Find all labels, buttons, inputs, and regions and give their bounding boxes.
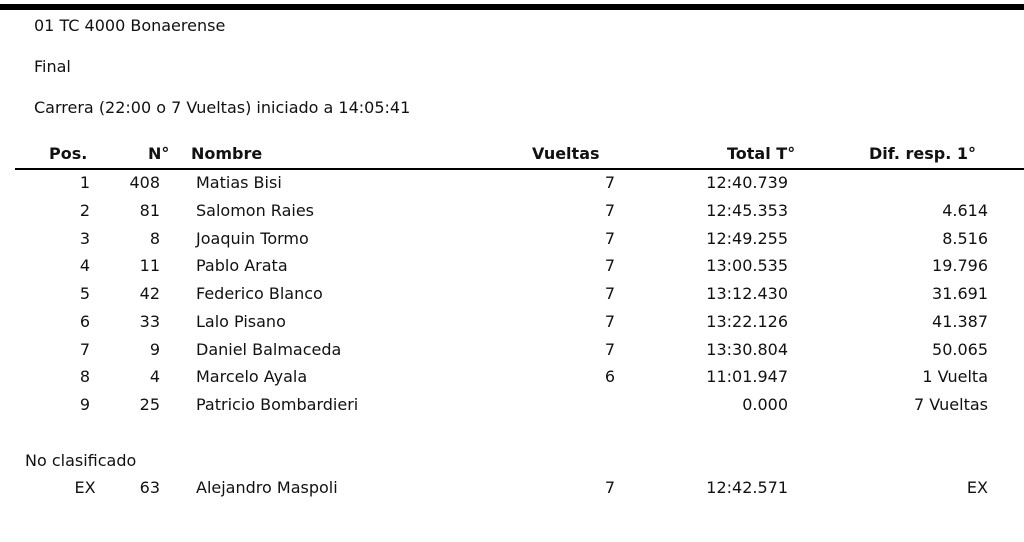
position-cell: 9 [79,395,91,414]
number-cell: 8 [149,228,160,248]
position-cell: 6 [79,311,91,331]
position-cell: 8 [79,367,91,387]
laps-cell: 7 [604,478,616,497]
diff-cell: 31.691 [932,284,988,303]
col-diff-header: Dif. resp. 1° [869,144,976,163]
total-time: 13:12.430 [706,284,788,303]
table-row [0,478,1024,502]
table-row [0,201,1024,225]
laps-cell: 7 [604,339,616,359]
diff-cell: 4.614 [942,200,988,220]
col-num-header: N° [148,144,170,163]
diff-cell: 41.387 [932,311,988,331]
position-cell: 5 [79,284,91,303]
number-cell: 9 [149,339,160,359]
number-cell: 11 [139,256,160,276]
table-row [0,229,1024,253]
position-cell: 1 [79,173,91,192]
total-time: 12:40.739 [706,173,788,192]
not-classified-label: No clasificado [25,451,137,470]
col-pos-header: Pos. [49,144,88,163]
driver-name: Matias Bisi [196,173,282,192]
table-row [0,173,1024,197]
col-name-header: Nombre [191,144,263,163]
diff-cell: 19.796 [932,256,988,276]
number-cell: 42 [139,284,160,303]
driver-name: Pablo Arata [196,256,288,276]
laps-cell: 7 [604,256,616,276]
laps-cell: 7 [604,200,616,220]
driver-name: Patricio Bombardieri [196,395,359,414]
top-rule [0,4,1024,10]
table-row [0,284,1024,308]
number-cell: 25 [139,395,160,414]
laps-cell: 7 [604,311,616,331]
laps-cell: 7 [604,284,616,303]
total-time: 12:49.255 [706,228,788,248]
total-time: 13:30.804 [706,339,788,359]
driver-name: Salomon Raies [196,200,314,220]
col-total-header: Total T° [727,144,796,163]
position-cell: 7 [79,339,91,359]
laps-cell: 7 [604,228,616,248]
number-cell: 408 [129,173,160,192]
position-cell: EX [74,478,96,497]
total-time: 13:22.126 [706,311,788,331]
driver-name: Daniel Balmaceda [196,339,342,359]
number-cell: 63 [139,478,160,497]
table-row [0,312,1024,336]
position-cell: 4 [79,256,91,276]
table-row [0,367,1024,391]
driver-name: Lalo Pisano [196,311,286,331]
position-cell: 3 [79,228,91,248]
table-row [0,340,1024,364]
race-info: Carrera (22:00 o 7 Vueltas) iniciado a 14:05:41 [34,98,411,117]
position-cell: 2 [79,200,91,220]
diff-cell: 7 Vueltas [914,395,988,414]
diff-cell: EX [966,478,988,497]
table-row [0,256,1024,280]
total-time: 12:42.571 [706,478,788,497]
table-row [0,395,1024,419]
number-cell: 4 [149,367,160,387]
total-time: 12:45.353 [706,200,788,220]
header-rule [15,168,1024,170]
event-title: 01 TC 4000 Bonaerense [34,16,226,35]
driver-name: Federico Blanco [196,284,323,303]
total-time: 11:01.947 [706,367,788,387]
diff-cell: 8.516 [942,228,988,248]
driver-name: Marcelo Ayala [196,367,308,387]
driver-name: Alejandro Maspoli [196,478,338,497]
number-cell: 33 [139,311,160,331]
total-time: 13:00.535 [706,256,788,276]
driver-name: Joaquin Tormo [196,228,309,248]
laps-cell: 6 [604,367,616,387]
number-cell: 81 [139,200,160,220]
diff-cell: 1 Vuelta [922,367,988,387]
total-time: 0.000 [742,395,788,414]
diff-cell: 50.065 [932,339,988,359]
col-laps-header: Vueltas [532,144,600,163]
session-title: Final [34,57,71,76]
laps-cell: 7 [604,173,616,192]
